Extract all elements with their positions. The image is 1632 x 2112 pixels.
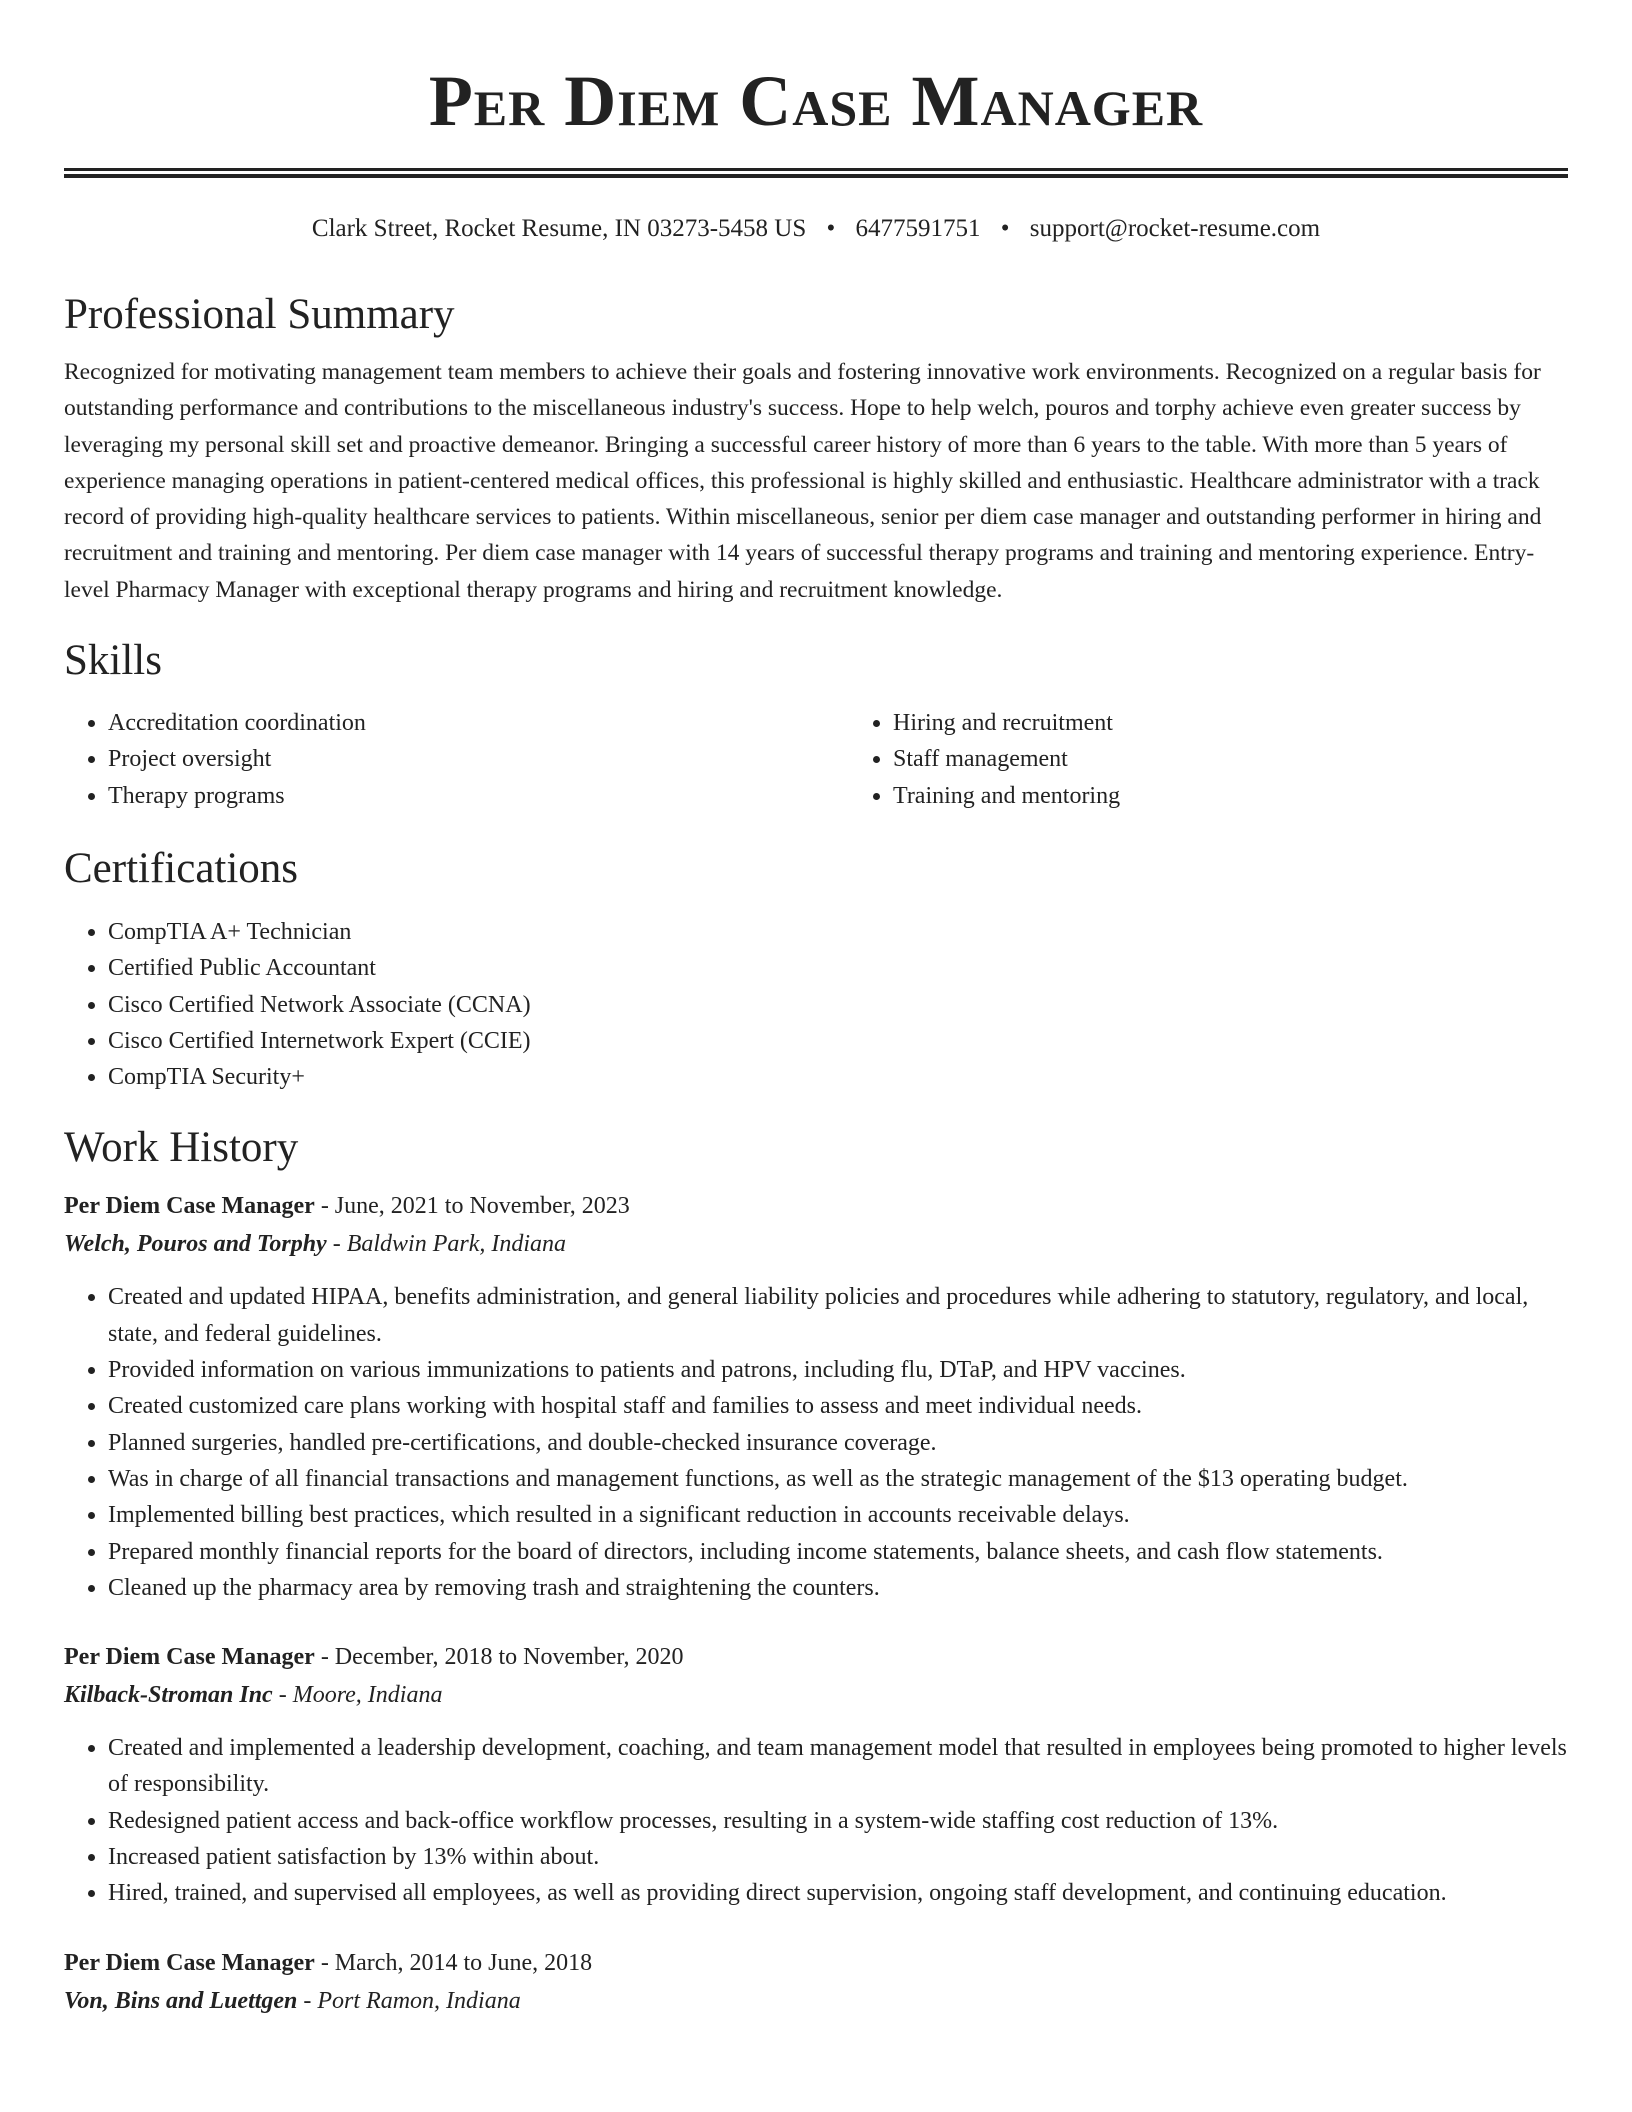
skills-list xyxy=(64,705,1568,814)
skills-column-left xyxy=(64,705,849,814)
job-bullet: • Hired, trained, and supervised all employees, as well as providing direct supervision, ongoing staff development, and continuing education. xyxy=(108,1875,1568,1911)
job-bullet: • Increased patient satisfaction by 13% within about. xyxy=(108,1839,1568,1875)
job-title-line xyxy=(64,1944,1568,1982)
job-company: Kilback-Stroman Inc xyxy=(64,1682,273,1709)
skills-column-right xyxy=(849,705,1120,814)
job-company-line xyxy=(64,1225,1568,1263)
job-title-line xyxy=(64,1187,1568,1225)
contact-separator: • xyxy=(1000,215,1010,242)
job-bullet: • Created and implemented a leadership development, coaching, and team management model that resulted in employees being promoted to higher levels of responsibility. xyxy=(108,1730,1568,1803)
certification-item: • Certified Public Accountant xyxy=(108,950,1568,986)
job-entry xyxy=(64,1638,1568,1911)
certification-item: • CompTIA A+ Technician xyxy=(108,914,1568,950)
skill-item: • Therapy programs xyxy=(108,778,849,814)
job-bullet: • Cleaned up the pharmacy area by removing trash and straightening the counters. xyxy=(108,1570,1568,1606)
contact-email: support@rocket-resume.com xyxy=(1029,215,1321,242)
job-bullet: • Was in charge of all financial transactions and management functions, as well as the strategic management of the $13 operating budget. xyxy=(108,1461,1568,1497)
skill-item: • Staff management xyxy=(893,741,1120,777)
certification-item: • Cisco Certified Internetwork Expert (CCIE) xyxy=(108,1023,1568,1059)
job-bullets xyxy=(64,1730,1568,1911)
summary-text: Recognized for motivating management team members to achieve their goals and fostering innovative work environments. Recognized on a regular basis for outstanding performance and contributions to the miscellaneous industry's success. Hope to help welch, pouros and torphy achieve even greater success by leveraging my personal skill set and proactive demeanor. Bringing a successful career history of more than 6 years to the table. With more than 5 years of experience managing operations in patient-centered medical offices, this professional is highly skilled and enthusiastic. Healthcare administrator with a track record of providing high-quality healthcare services to patients. Within miscellaneous, senior per diem case manager and outstanding performer in hiring and recruitment and training and mentoring. Per diem case manager with 14 years of successful therapy programs and training and mentoring experience. Entry-level Pharmacy Manager with exceptional therapy programs and hiring and recruitment knowledge. xyxy=(64,359,1542,603)
skills-heading: Skills xyxy=(64,637,162,685)
skill-item: • Hiring and recruitment xyxy=(893,705,1120,741)
job-company-line xyxy=(64,1982,1568,2020)
certification-item: • CompTIA Security+ xyxy=(108,1059,1568,1095)
job-bullet: • Created customized care plans working with hospital staff and families to assess and meet individual needs. xyxy=(108,1388,1568,1424)
certifications-list xyxy=(64,914,1568,1095)
job-bullet: • Prepared monthly financial reports for the board of directors, including income statements, balance sheets, and cash flow statements. xyxy=(108,1534,1568,1570)
contact-line xyxy=(64,212,1568,246)
job-entry xyxy=(64,1187,1568,1606)
job-dates: - June, 2021 to November, 2023 xyxy=(314,1193,630,1220)
skill-item: • Accreditation coordination xyxy=(108,705,849,741)
candidate-name: Per Diem Case Manager xyxy=(428,61,1204,141)
job-company-line xyxy=(64,1676,1568,1714)
job-bullet: • Redesigned patient access and back-office workflow processes, resulting in a system-wide staffing cost reduction of 13%. xyxy=(108,1803,1568,1839)
skill-item: • Training and mentoring xyxy=(893,778,1120,814)
job-company: Von, Bins and Luettgen xyxy=(64,1987,298,2014)
job-location: - Moore, Indiana xyxy=(272,1682,443,1709)
job-bullets xyxy=(64,1279,1568,1606)
job-location: - Baldwin Park, Indiana xyxy=(326,1231,567,1258)
job-title: Per Diem Case Manager xyxy=(64,1644,315,1671)
job-bullet: • Created and updated HIPAA, benefits administration, and general liability policies and procedures while adhering to statutory, regulatory, and local, state, and federal guidelines. xyxy=(108,1279,1568,1352)
skill-item: • Project oversight xyxy=(108,741,849,777)
job-title: Per Diem Case Manager xyxy=(64,1193,315,1220)
contact-separator: • xyxy=(826,215,836,242)
certification-item: • Cisco Certified Network Associate (CCNA) xyxy=(108,987,1568,1023)
job-company: Welch, Pouros and Torphy xyxy=(64,1231,327,1258)
job-bullet: • Planned surgeries, handled pre-certifications, and double-checked insurance coverage. xyxy=(108,1425,1568,1461)
contact-address: Clark Street, Rocket Resume, IN 03273-5458 US xyxy=(311,215,807,242)
header-divider xyxy=(64,168,1568,178)
job-title: Per Diem Case Manager xyxy=(64,1949,315,1976)
contact-phone: 6477591751 xyxy=(855,215,981,242)
work-history-heading: Work History xyxy=(64,1124,299,1172)
job-bullet: • Provided information on various immunizations to patients and patrons, including flu, DTaP, and HPV vaccines. xyxy=(108,1352,1568,1388)
summary-heading: Professional Summary xyxy=(64,291,455,338)
job-bullet: • Implemented billing best practices, which resulted in a significant reduction in accounts receivable delays. xyxy=(108,1497,1568,1533)
job-dates: - March, 2014 to June, 2018 xyxy=(314,1949,593,1976)
job-title-line xyxy=(64,1638,1568,1676)
job-location: - Port Ramon, Indiana xyxy=(297,1987,521,2014)
job-entry xyxy=(64,1944,1568,2020)
job-dates: - December, 2018 to November, 2020 xyxy=(314,1644,684,1671)
certifications-heading: Certifications xyxy=(64,844,299,892)
